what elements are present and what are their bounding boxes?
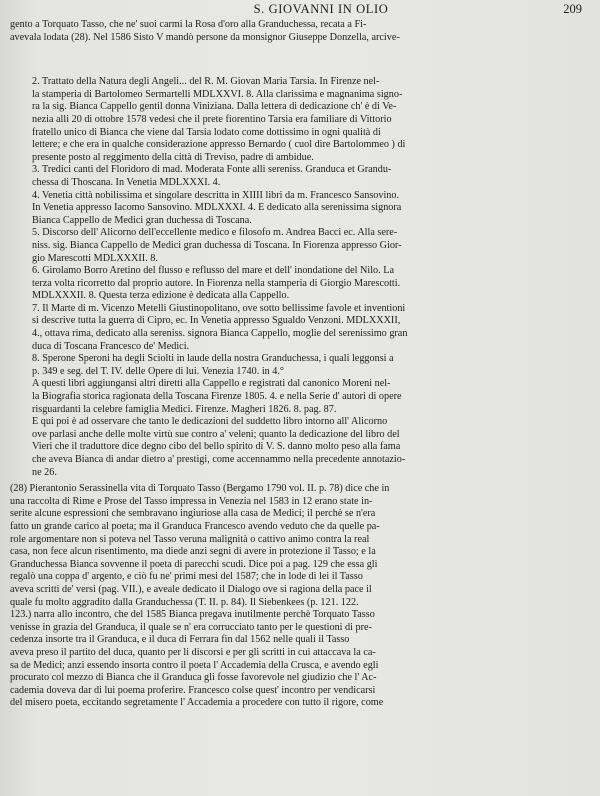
text-line: 3. Tredici canti del Floridoro di mad. Moderata Fonte alli sereniss. Granduca et Grandu- [32,164,392,176]
text-line: venisse in grazia del Granduca, il quale se n' era corrucciato tanto per le questioni di pre- [10,621,372,633]
text-line: (28) Pierantonio Serassinella vita di Torquato Tasso (Bergamo 1790 vol. II. p. 78) dice che in [10,483,390,495]
text-line: presente posto al reggimento della città di Treviso, padre di ambidue. [32,151,314,163]
text-line: Bianca Cappello de Medici gran duchessa di Toscana. [32,214,252,226]
page-body [10,19,590,710]
text-line: gio Marescotti MDLXXXII. 8. [32,252,158,264]
text-line: lettere; e che era in qualche considerazione appresso Bernardo ( cuol dire Bartolommeo ) di [32,139,406,151]
text-line: 123.) narra allo incontro, che del 1585 Bianca pregava inutilmente perchè Torquato Tasso [10,609,375,621]
text-line: role argomentare non si poteva nel Tasso veruna malignità o cattivo animo contra la real [10,533,370,545]
text-line: risguardanti la celebre famiglia Medici. Firenze. Magheri 1826. 8. pag. 87. [32,403,337,415]
text-line: gento a Torquato Tasso, che ne' suoi carmi la Rosa d'oro alla Granduchessa, recata a Fi- [10,19,367,30]
page-header [52,2,590,18]
note-6 [10,265,590,303]
text-line: sa de Medici; anzi essendo insorta contro il poeta l' Accademia della Crusca, e avendo egli [10,659,379,671]
text-line: fratello unico di Bianca che viene dal Tarsia lodato come dottissimo in ogni qualità di [32,126,381,138]
running-head: S. GIOVANNI IN OLIO [253,2,389,16]
text-line: niss. sig. Bianca Cappello de Medici gran duchessa di Toscana. In Fiorenza appresso Gior- [32,239,402,251]
text-line: In Venetia appresso Iacomo Sansovino. MDLXXXI. 4. È dedicato alla serenissima signora [32,202,402,214]
text-line: del misero poeta, eccitando segretamente l' Accademia a procedere con tutto il rigore, come [10,697,384,709]
text-line: chessa di Thoscana. In Venetia MDLXXXI. 4. [32,176,221,188]
note-7 [10,303,590,353]
text-line: procurato col mezzo di Bianca che il Granduca gli fosse favorevole nel giudizio che l' Ac- [10,672,377,684]
text-line: 2. Trattato della Natura degli Angeli... del R. M. Giovan Maria Tarsia. In Firenze nel- [32,76,380,88]
note-moreni [10,378,590,416]
text-line: quale fu molto aggradito dalla Granduchessa (T. II. p. 84). Il Siebenkees (p. 121. 122. [10,596,359,608]
text-line: 6. Girolamo Borro Aretino del flusso e reflusso del mare et dell' inondatione del Nilo. La [32,265,394,277]
text-line: fatto un grande carico al poeta; ma il Granduca Francesco avendo veduto che da quelle pa- [10,520,380,532]
text-line: si descrive tutta la guerra di Cipro, ec. In Venetia appresso Sgualdo Venzoni. MDLXXXII, [32,315,401,327]
text-line: cademia doveva dar di lui poema proferire. Francesco colse quest' incontro per vendicarsi [10,684,376,696]
text-line: 5. Discorso dell' Alicorno dell'eccellente medico e filosofo m. Andrea Bacci ec. Alla sere- [32,227,398,239]
text-line: p. 349 e seg. del T. IV. delle Opere di lui. Venezia 1740. in 4.° [32,365,285,377]
text-line: Vieri che il traduttore dice degno cibo del bello spirito di V. S. danno molto peso alla fama [32,441,401,453]
text-line: E qui poi è ad osservare che tanto le dedicazioni del suddetto libro intorno all' Alicorno [32,416,388,428]
intro-paragraph [10,19,590,44]
text-line: Granduchessa Bianca sovvenne il poeta di parecchi scudi. Dice poi a pag. 129 che essa gli [10,558,378,570]
text-line: A questi libri aggiungansi altri diretti alla Cappello e registrati dal canonico Moreni nel- [32,378,391,390]
text-line: 8. Sperone Speroni ha degli Sciolti in laude della nostra Granduchessa, i quali leggonsi a [32,353,394,365]
text-line: nezia alli 20 di ottobre 1578 vedesi che il prete fiorentino Tarsia era familiare di Vittorio [32,113,392,125]
text-line: ove parlasi anche delle molte virtù sue contro a' veleni; quanto la dedicazione del libro del [32,428,400,440]
text-line: la Biografia storica ragionata della Toscana Firenze 1805. 4. e nella Serie d' autori di opere [32,391,402,403]
note-5 [10,227,590,265]
text-line: casa, non fece alcun risentimento, ma diede anzi segni di avere in protezione il Tasso; e la [10,546,376,558]
text-line: aveva scritti de' versi (pag. VII.), e aveale dedicato il Dialogo ove si ragiona della pace il [10,583,372,595]
note-8 [10,353,590,378]
footnote-28 [10,483,590,710]
text-line: 7. Il Marte di m. Vicenzo Metelli Giustinopolitano, ove sotto bellissime favole et inventioni [32,302,406,314]
text-line: che aveva Bianca di andar dietro a' prestigi, come accennammo nella precedente annotazio- [32,454,406,465]
note-3 [10,164,590,189]
text-line: serite alcune espressioni che sembravano ingiuriose alla casa de Medici; il perchè se n'era [10,508,376,520]
text-line: terza volta ricorretto dal proprio autore. In Fiorenza nella stamperia di Giorgio Marescotti. [32,277,401,289]
text-line: regalò una coppa d' argento, e ciò fu ne' primi mesi del 1587; che in lode di lei il Tasso [10,571,363,583]
text-line: MDLXXXII. 8. Questa terza edizione è dedicata alla Cappello. [32,290,290,302]
text-line: 4., ottava rima, dedicato alla sereniss. signora Bianca Cappello, moglie del serenissimo gran [32,328,408,340]
text-line: 4. Venetia città nobilissima et singolare descritta in XIIII libri da m. Francesco Sansovino. [32,189,400,201]
note-4 [10,190,590,228]
text-line: una raccolta di Rime e Prose del Tasso impressa in Venezia nel 1583 in 12 erano state in- [10,495,373,507]
text-line: la stamperia di Bartolomeo Sermartelli MDLXXVI. 8. Alla clarissima e magnanima signo- [32,88,403,100]
text-line: ra la sig. Bianca Cappello gentil donna Viniziana. Dalla lettera di dedicazione ch' è di Ve- [32,101,397,113]
text-line: avevala lodata (28). Nel 1586 Sisto V mandò persone da monsignor Giuseppe Donzella, arcive- [10,31,400,43]
text-line: cedenza insorte tra il Granduca, e il duca di Ferrara fin dal 1562 nelle quali il Tasso [10,634,350,646]
text-line: aveva preso il partito del duca, quanto per li discorsi e per gli scritti in cui attaccava la ca- [10,646,376,658]
page-number: 209 [563,2,582,16]
note-2 [10,76,590,164]
note-alicorno [10,416,590,479]
text-line: ne 26. [32,466,57,478]
text-line: duca di Toscana Francesco de' Medici. [32,340,190,352]
